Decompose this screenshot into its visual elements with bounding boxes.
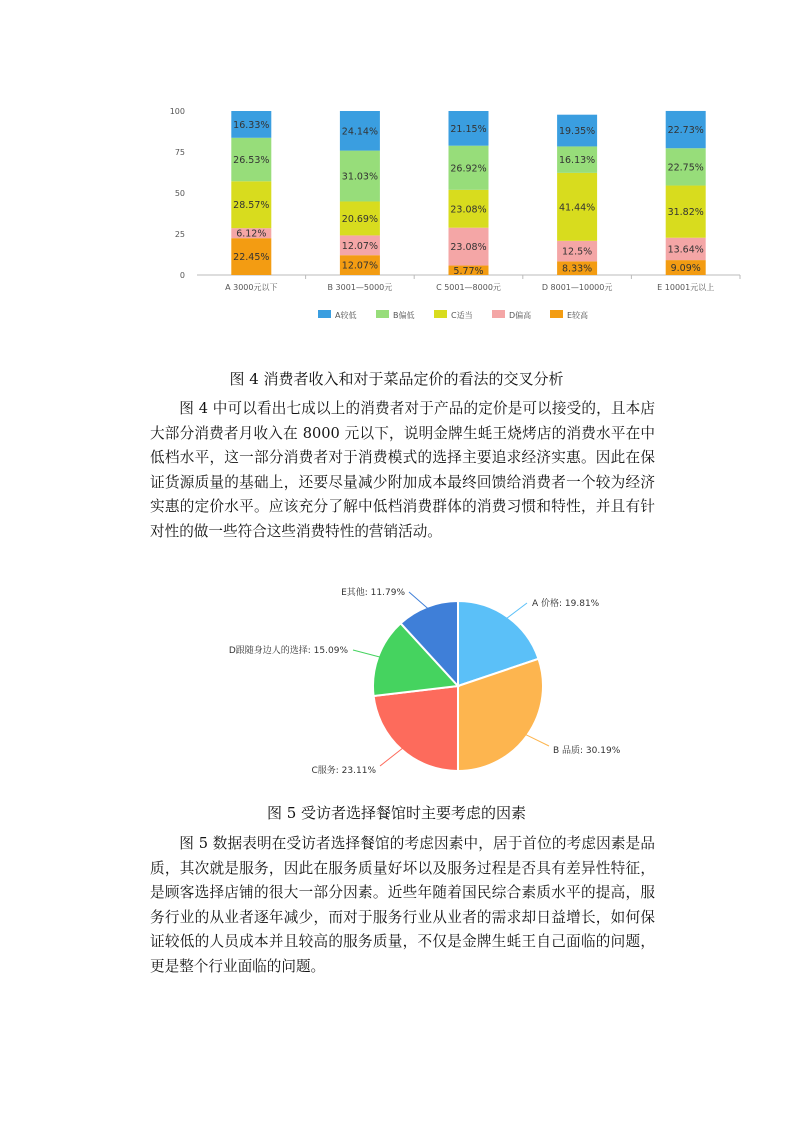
bar-data-label: 20.69% [341, 213, 379, 225]
bar-data-label: 23.08% [450, 204, 487, 216]
paragraph-figure4-analysis: 图 4 中可以看出七成以上的消费者对于产品的定价是可以接受的，且本店大部分消费者月收入在 8000 元以下，说明金牌生蚝王烧烤店的消费水平在中低档水平，这一部分消费者对于消费模式的选择主要追求经济实惠。因此在保证货源质量的基础上，还要尽量减少附加成本最终回馈给消费者一个较为经济实惠的定价水平。应该充分了解中低档消费群体的消费习惯和特性，并且有针对性的做一些符合这些消费特性的营销活动。 [150, 400, 655, 540]
bar-data-label: 31.82% [667, 207, 704, 219]
y-tick-label: 75 [174, 148, 185, 157]
bar-data-label: 12.07% [341, 240, 379, 252]
figure5-slices [373, 601, 543, 771]
bar-data-label: 8.33% [562, 263, 593, 275]
pie-leader-line [380, 748, 403, 766]
bar-data-label: 23.08% [450, 242, 487, 254]
bar-data-label: 6.12% [236, 228, 267, 240]
figure5-caption: 图 5 受访者选择餐馆时主要考虑的因素 [266, 804, 527, 822]
bar-data-label: 31.03% [341, 171, 379, 183]
x-tick-label: C 5001—8000元 [436, 283, 501, 292]
bar-data-label: 12.07% [341, 260, 379, 272]
bar-data-label: 41.44% [558, 202, 596, 214]
pie-leader-line [353, 650, 380, 657]
bar-data-label: 19.35% [558, 126, 596, 138]
bar-data-label: 9.09% [670, 263, 701, 275]
pie-leader-line [506, 603, 527, 619]
pie-slice-label: C服务: 23.11% [311, 766, 376, 776]
figure4-caption: 图 4 消费者收入和对于菜品定价的看法的交叉分析 [229, 370, 564, 388]
bar-data-label: 12.5% [562, 246, 593, 258]
pie-leader-line [525, 734, 549, 746]
pie-slice-label: A 价格: 19.81% [532, 599, 600, 609]
legend-label: C适当 [451, 311, 473, 320]
legend-label: D偏高 [509, 311, 532, 320]
bar-data-label: 26.53% [233, 155, 270, 167]
bar-data-label: 22.45% [233, 252, 270, 264]
y-tick-label: 25 [174, 230, 185, 239]
bar-data-label: 24.14% [341, 126, 379, 138]
x-tick-label: B 3001—5000元 [327, 283, 393, 292]
y-tick-label: 0 [179, 271, 185, 280]
x-tick-label: A 3000元以下 [225, 283, 278, 292]
paragraph-figure5-analysis: 图 5 数据表明在受访者选择餐馆的考虑因素中，居于首位的考虑因素是品质，其次就是服务，因此在服务质量好坏以及服务过程是否具有差异性特征，是顾客选择店铺的很大一部分因素。近些年随着国民综合素质水平的提高，服务行业的从业者逐年减少，而对于服务行业从业者的需求却日益增长，如何保证较低的人员成本并且较高的服务质量，不仅是金牌生蚝王自己面临的问题，更是整个行业面临的问题。 [150, 835, 655, 975]
legend-label: E较高 [567, 311, 589, 320]
pie-slice-label: B 品质: 30.19% [553, 746, 621, 756]
bar-data-label: 16.13% [558, 155, 596, 167]
x-tick-label: E 10001元以上 [657, 283, 715, 292]
bar-data-label: 22.75% [667, 162, 704, 174]
pie-leader-line [409, 592, 428, 609]
legend-label: B偏低 [393, 311, 415, 320]
pie-slice-label: D跟随身边人的选择: 15.09% [228, 646, 348, 656]
bar-data-label: 26.92% [450, 163, 487, 175]
legend-label: A较低 [335, 311, 357, 320]
y-tick-label: 50 [174, 189, 185, 198]
y-tick-label: 100 [169, 107, 185, 116]
bar-data-label: 21.15% [450, 123, 487, 135]
bar-data-label: 28.57% [233, 200, 270, 212]
x-tick-label: D 8001—10000元 [541, 283, 613, 292]
pie-slice-label: E其他: 11.79% [341, 588, 405, 598]
bar-data-label: 13.64% [667, 244, 704, 256]
pie-slice [374, 686, 458, 771]
bar-data-label: 5.77% [453, 265, 484, 277]
bar-data-label: 16.33% [233, 119, 270, 131]
bar-data-label: 22.73% [667, 125, 704, 137]
